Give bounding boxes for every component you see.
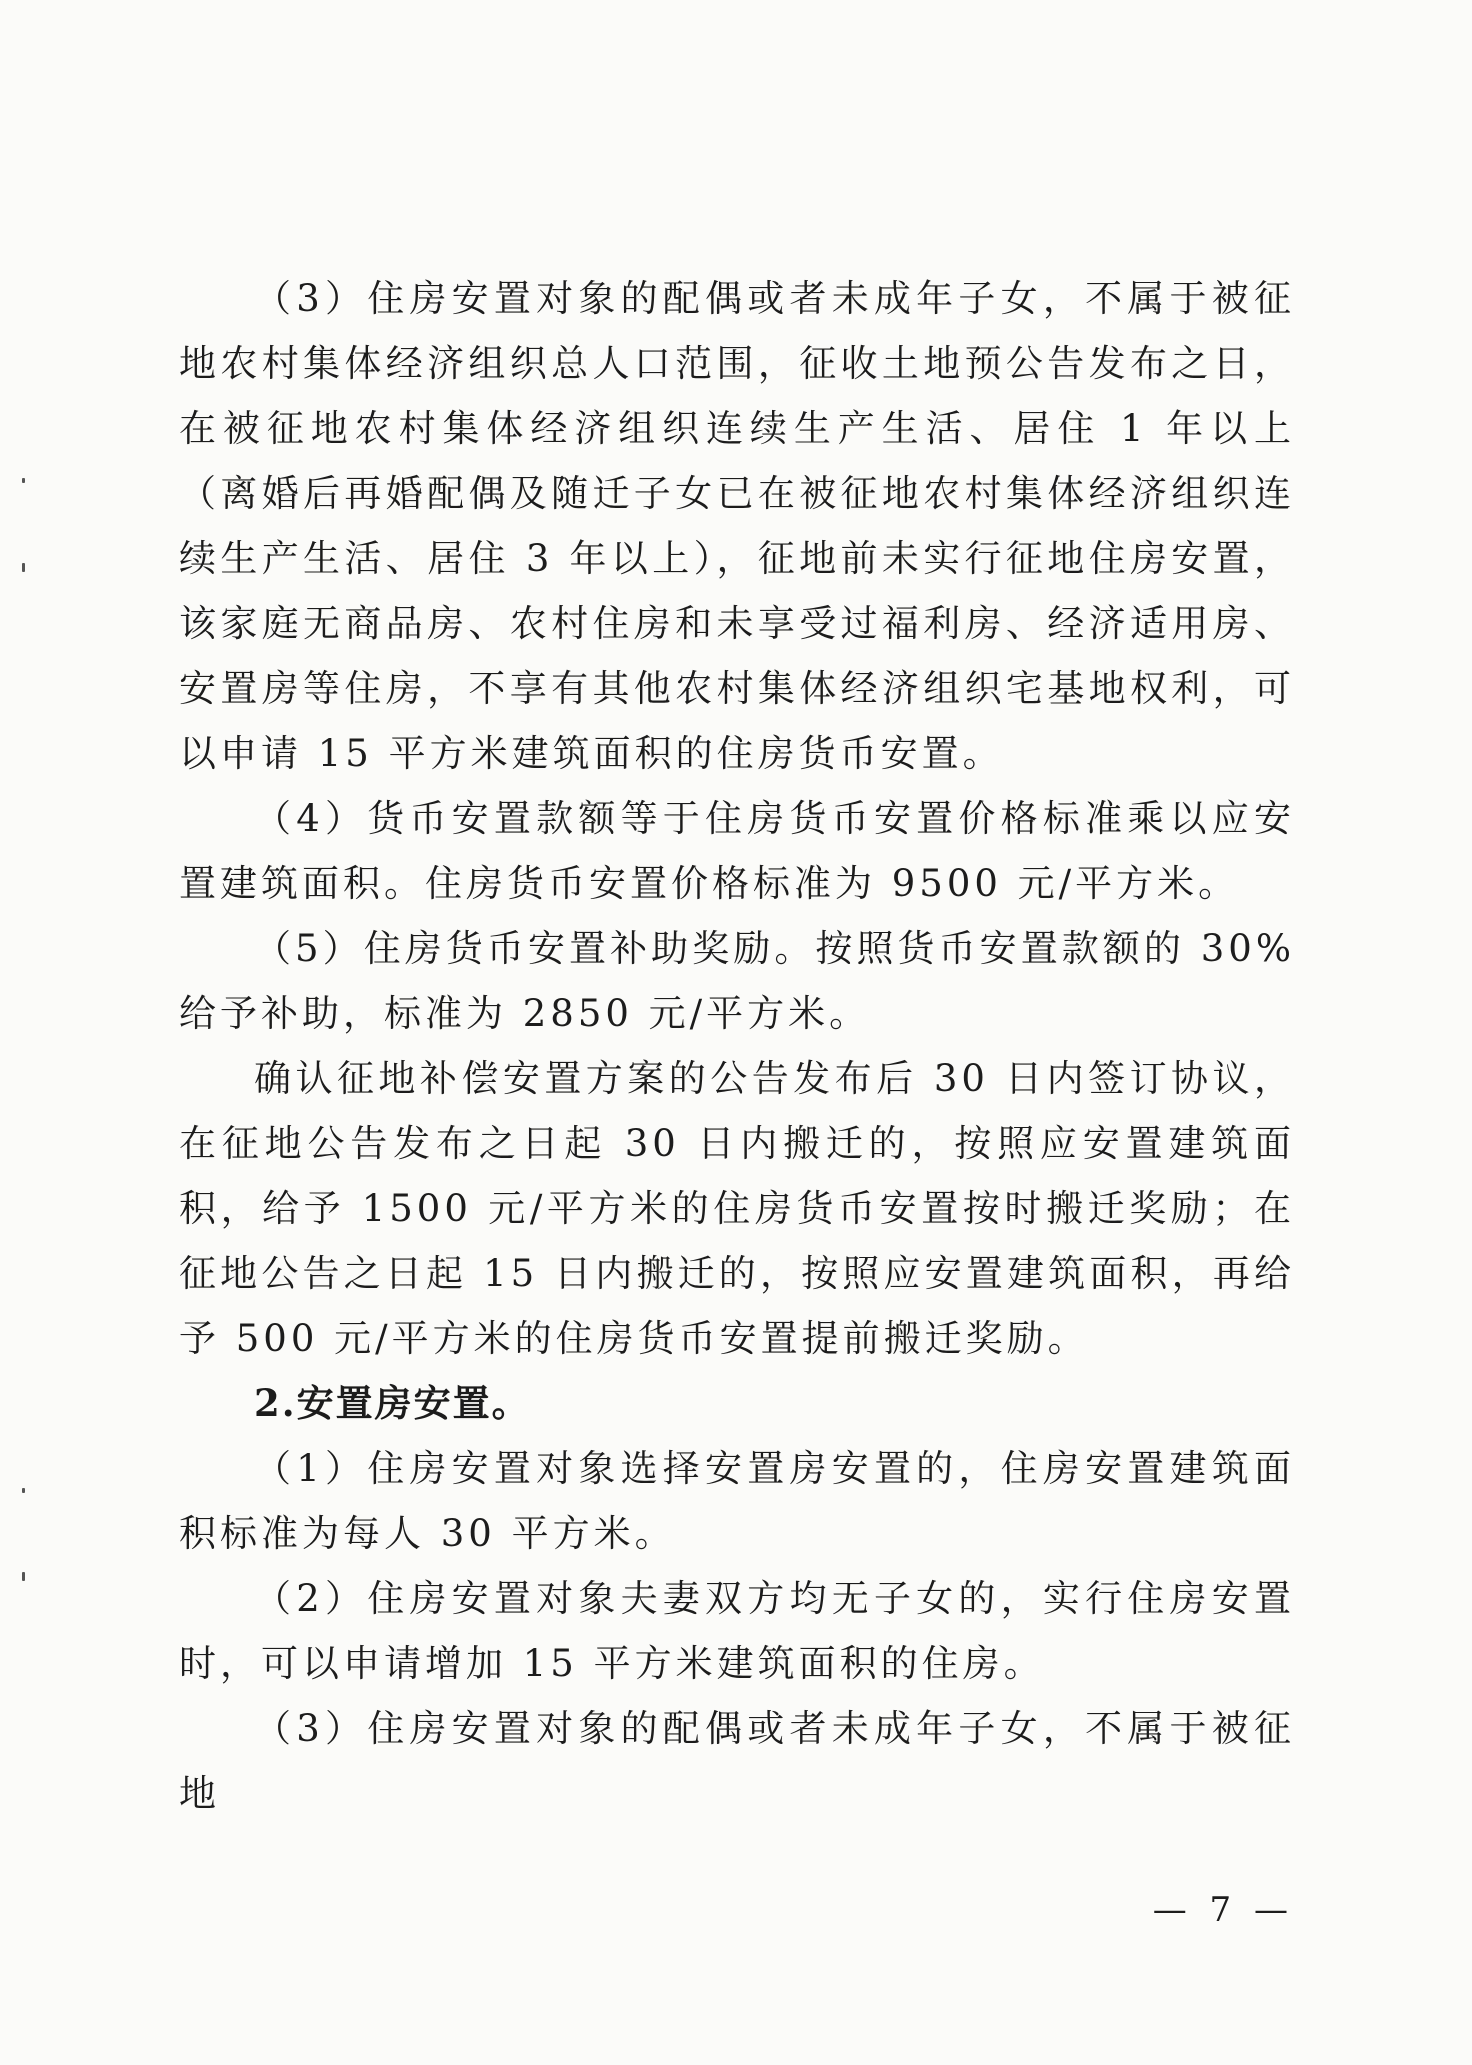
paragraph-item-2-childless-couple: （2）住房安置对象夫妻双方均无子女的，实行住房安置时，可以申请增加 15 平方米建筑面积的住房。 (179, 1577, 1295, 1685)
scan-artifact-mark (22, 1488, 25, 1493)
page-number: — 7 — (1152, 1890, 1294, 1930)
paragraph-item-4-monetary-amount: （4）货币安置款额等于住房货币安置价格标准乘以应安置建筑面积。住房货币安置价格标准为 9500 元/平方米。 (179, 797, 1295, 905)
paragraph-item-3-continued: （3）住房安置对象的配偶或者未成年子女，不属于被征地 (179, 1707, 1295, 1815)
section-heading-resettlement-housing: 2.安置房安置。 (254, 1381, 531, 1425)
paragraph-relocation-reward: 确认征地补偿安置方案的公告发布后 30 日内签订协议，在征地公告发布之日起 30 日内搬迁的，按照应安置建筑面积，给予 1500 元/平方米的住房货币安置按时搬迁奖励；在征地公告之日起 15 日内搬迁的，按照应安置建筑面积，再给予 500 元/平方米的住房货币安置提前搬迁奖励。 (179, 1057, 1295, 1360)
paragraph-item-1-area-standard: （1）住房安置对象选择安置房安置的，住房安置建筑面积标准为每人 30 平方米。 (179, 1447, 1295, 1555)
paragraph-item-3-eligibility: （3）住房安置对象的配偶或者未成年子女，不属于被征地农村集体经济组织总人口范围，征收土地预公告发布之日，在被征地农村集体经济组织连续生产生活、居住 1 年以上（离婚后再婚配偶及随迁子女已在被征地农村集体经济组织连续生产生活、居住 3 年以上），征地前未实行征地住房安置，该家庭无商品房、农村住房和未享受过福利房、经济适用房、安置房等住房，不享有其他农村集体经济组织宅基地权利，可以申请 15 平方米建筑面积的住房货币安置。 (179, 277, 1295, 775)
scan-artifact-mark (22, 1572, 25, 1581)
scan-artifact-mark (22, 563, 25, 572)
scan-artifact-mark (22, 478, 25, 483)
paragraph-item-5-subsidy: （5）住房货币安置补助奖励。按照货币安置款额的 30%给予补助，标准为 2850 元/平方米。 (179, 927, 1295, 1035)
document-body (179, 266, 1295, 1826)
